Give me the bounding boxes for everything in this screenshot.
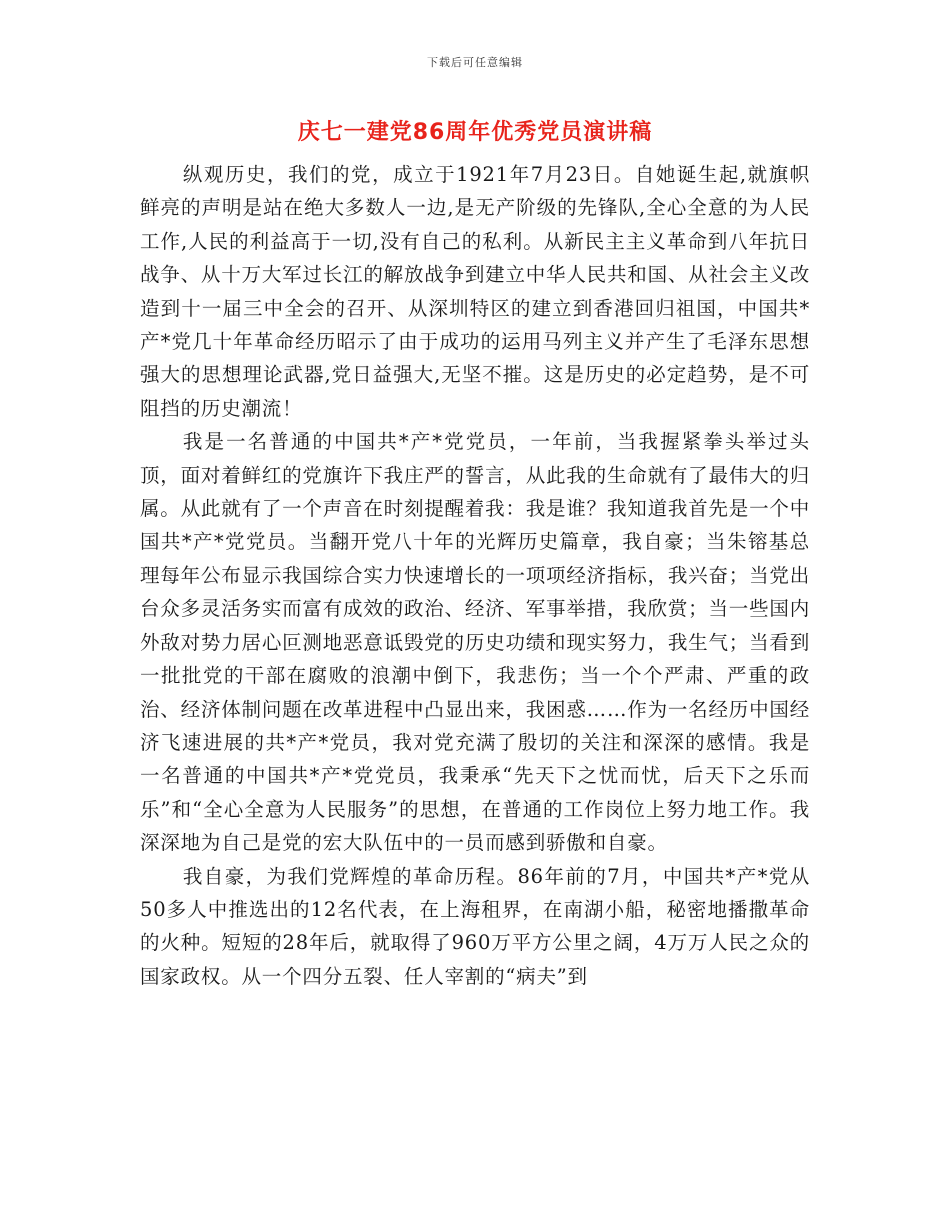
paragraph-1: 纵观历史，我们的党，成立于1921年7月23日。自她诞生起,就旗帜鲜亮的声明是站在绝大多数人一边,是无产阶级的先锋队,全心全意的为人民工作,人民的利益高于一切,没有自己的私利。从新民主主义革命到八年抗日战争、从十万大军过长江的解放战争到建立中华人民共和国、从社会主义改造到十一届三中全会的召开、从深圳特区的建立到香港回归祖国，中国共*产*党几十年革命经历昭示了由于成功的运用马列主义并产生了毛泽东思想强大的思想理论武器,党日益强大,无坚不摧。这是历史的必定趋势，是不可阻挡的历史潮流！ xyxy=(140,163,810,420)
paragraph-2: 我是一名普通的中国共*产*党党员，一年前，当我握紧拳头举过头顶，面对着鲜红的党旗许下我庄严的誓言，从此我的生命就有了最伟大的归属。从此就有了一个声音在时刻提醒着我：我是谁？我知道我首先是一个中国共*产*党党员。当翻开党八十年的光辉历史篇章，我自豪；当朱镕基总理每年公布显示我国综合实力快速增长的一项项经济指标，我兴奋；当党出台众多灵活务实而富有成效的政治、经济、军事举措，我欣赏；当一些国内外敌对势力居心叵测地恶意诋毁党的历史功绩和现实努力，我生气；当看到一批批党的干部在腐败的浪潮中倒下，我悲伤；当一个个严肃、严重的政治、经济体制问题在改革进程中凸显出来，我困惑……作为一名经历中国经济飞速进展的共*产*党员，我对党充满了殷切的关注和深深的感情。我是一名普通的中国共*产*党党员，我秉承“先天下之忧而忧，后天下之乐而乐”和“全心全意为人民服务”的思想，在普通的工作岗位上努力地工作。我深深地为自己是党的宏大队伍中的一员而感到骄傲和自豪。 xyxy=(140,430,810,855)
document-body xyxy=(140,158,810,993)
paragraph-3: 我自豪，为我们党辉煌的革命历程。86年前的7月，中国共*产*党从50多人中推选出的12名代表，在上海租界，在南湖小船，秘密地播撒革命的火种。短短的28年后，就取得了960万平方公里之阔，4万万人民之众的国家政权。从一个四分五裂、任人宰割的“病夫”到 xyxy=(140,864,810,988)
header-note: 下载后可任意编辑 xyxy=(427,56,523,69)
document-title: 庆七一建党86周年优秀党员演讲稿 xyxy=(297,120,653,145)
